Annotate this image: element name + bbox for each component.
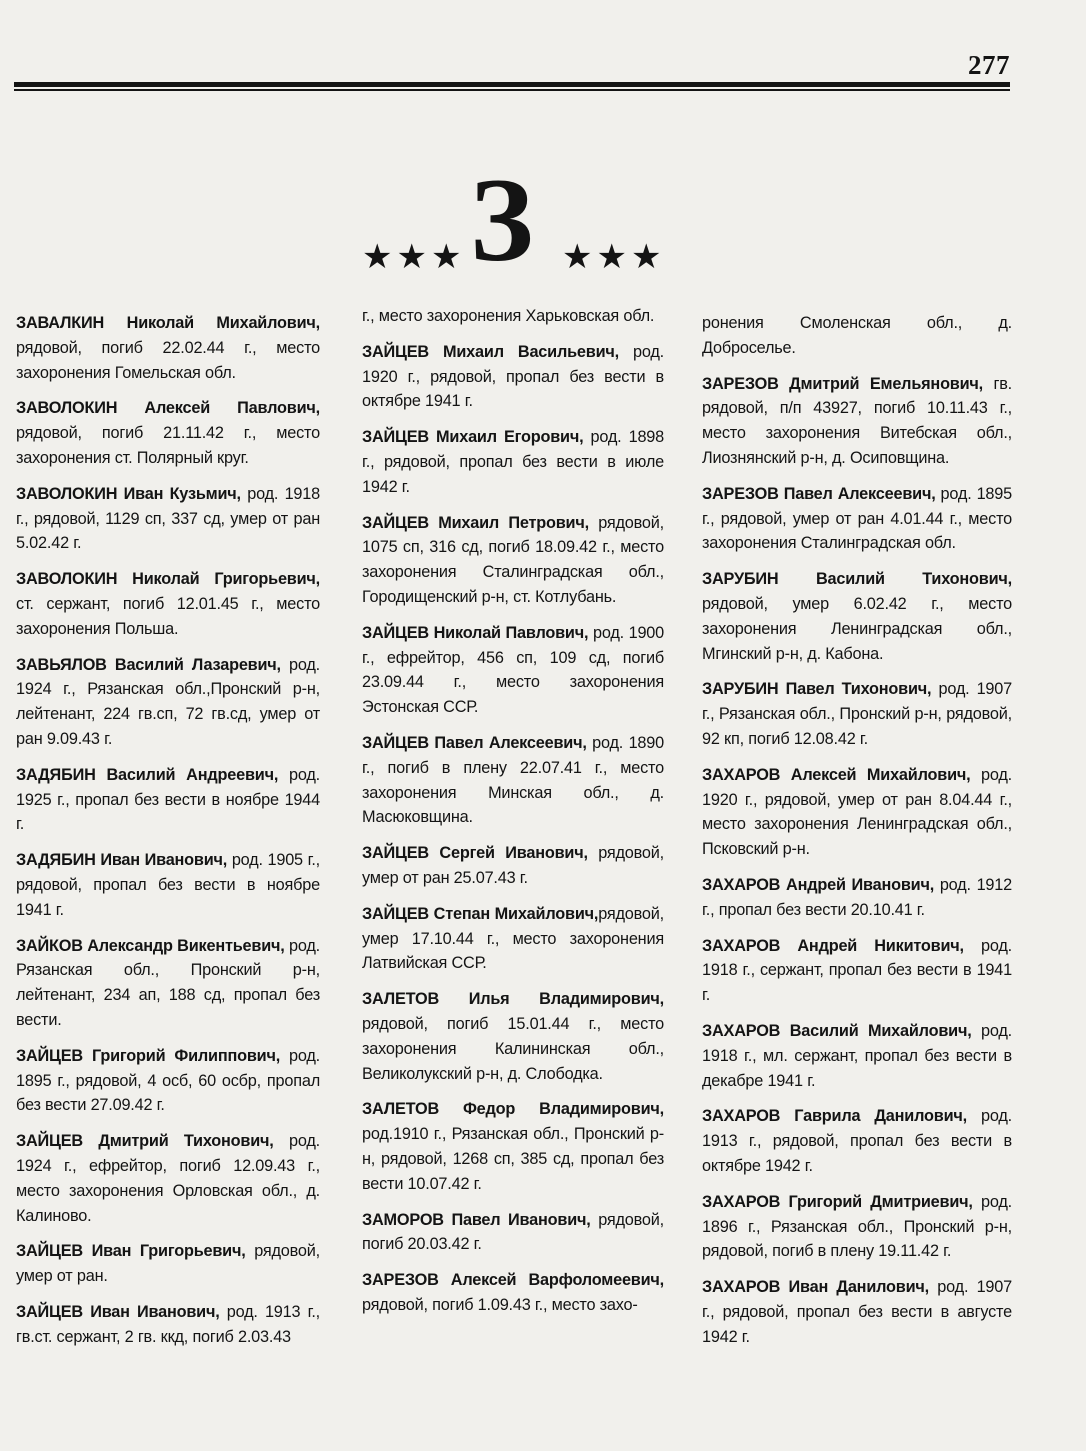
entry-text: рядовой, погиб 15.01.44 г., место захоронения Калининская обл., Великолукский р-н, д. Слободка. [362, 1014, 664, 1083]
entry-name: ЗАЛЕТОВ Илья Владимирович, [362, 990, 664, 1009]
list-item [16, 653, 320, 752]
entry-text: рядовой, погиб 21.11.42 г., место захоронения ст. Полярный круг. [16, 424, 320, 467]
entry-text: род. 1895 г., рядовой, умер от ран 4.01.44 г., место захоронения Сталинградская обл. [702, 484, 1012, 553]
list-item [362, 1097, 664, 1196]
entry-text: род.1910 г., Рязанская обл., Пронский р-н, рядовой, 1268 сп, 385 сд, пропал без вести 10.07.42 г. [362, 1125, 664, 1193]
list-item [702, 763, 1012, 862]
entry-text: рядовой, погиб 1.09.43 г., место захо- [362, 1295, 638, 1314]
entry-text: род. 1907 г., Рязанская обл., Пронский р-н, рядовой, 92 кп, погиб 12.08.42 г. [702, 680, 1012, 748]
entry-name: ЗАХАРОВ Иван Данилович, [702, 1278, 929, 1297]
list-item [16, 311, 320, 385]
page-number: 277 [968, 50, 1010, 80]
entry-text: гв. рядовой, п/п 43927, погиб 10.11.43 г., место захоронения Витебская обл., Лиознянский р-н, д. Осиповщина. [702, 374, 1013, 467]
list-item [702, 1275, 1012, 1349]
entry-text: род. 1913 г., гв.ст. сержант, 2 гв. ккд, погиб 2.03.43 [16, 1302, 320, 1346]
list-item [702, 372, 1012, 471]
entry-name: ЗАЙЦЕВ Степан Михайлович, [362, 904, 599, 923]
entry-name: ЗАРЕЗОВ Павел Алексеевич, [702, 484, 936, 503]
entry-name: ЗАХАРОВ Гаврила Данилович, [702, 1107, 967, 1126]
entry-text: род. 1907 г., рядовой, пропал без вести в августе 1942 г. [702, 1278, 1012, 1346]
entry-text: г., место захоронения Харьковская обл. [362, 307, 655, 325]
entry-name: ЗАВОЛОКИН Иван Кузьмич, [16, 484, 241, 503]
entry-name: ЗАЛЕТОВ Федор Владимирович, [362, 1100, 664, 1119]
entry-text: рядовой, умер от ран. [16, 1242, 320, 1286]
list-item [702, 311, 1012, 361]
list-item [362, 987, 664, 1086]
stars-right-icon: ★★★ [562, 239, 666, 276]
entry-name: ЗАХАРОВ Андрей Никитович, [702, 936, 964, 955]
list-item [16, 763, 320, 837]
entry-name: ЗАРУБИН Василий Тихонович, [702, 570, 1012, 589]
list-item [362, 731, 664, 830]
list-item [362, 340, 664, 414]
entry-name: ЗАДЯБИН Василий Андреевич, [16, 765, 279, 784]
entry-name: ЗАХАРОВ Андрей Иванович, [702, 875, 935, 894]
entry-name: ЗАХАРОВ Григорий Дмитриевич, [702, 1192, 973, 1211]
entry-text: ст. сержант, погиб 12.01.45 г., место захоронения Польша. [16, 594, 320, 638]
list-item [362, 511, 664, 610]
entry-name: ЗАРУБИН Павел Тихонович, [702, 680, 932, 699]
entry-text: род. 1920 г., рядовой, умер от ран 8.04.44 г., место захоронения Ленинградская обл., Псковский р-н. [702, 765, 1012, 859]
entry-name: ЗАЙЦЕВ Николай Павлович, [362, 623, 589, 642]
entry-text: род. 1918 г., рядовой, 1129 сп, 337 сд, умер от ран 5.02.42 г. [16, 484, 320, 553]
entry-name: ЗАЙКОВ Александр Викентьевич, [16, 936, 285, 955]
entry-name: ЗАМОРОВ Павел Иванович, [362, 1210, 591, 1229]
entry-text: род. 1925 г., пропал без вести в ноябре 1944 г. [16, 765, 320, 834]
entry-text: род. 1913 г., рядовой, пропал без вести в октябре 1942 г. [702, 1107, 1012, 1175]
column-middle [362, 304, 664, 1329]
section-heading [360, 153, 666, 290]
list-item [702, 567, 1012, 666]
entry-text: род. 1900 г., ефрейтор, 456 сп, 109 сд, погиб 23.09.44 г., место захоронения Эстонская ССР. [362, 623, 665, 717]
list-item [362, 1208, 664, 1258]
list-item [362, 425, 664, 499]
list-item [702, 1104, 1012, 1178]
entry-name: ЗАРЕЗОВ Алексей Варфоломеевич, [362, 1271, 664, 1290]
list-item [702, 1190, 1012, 1264]
header-rule-thin [14, 89, 1010, 91]
entry-text: род. 1924 г., Рязанская обл.,Пронский р-н, лейтенант, 224 гв.сп, 72 гв.сд, умер от ран 9.09.43 г. [16, 655, 320, 748]
list-item [16, 848, 320, 922]
list-item [702, 482, 1012, 556]
entry-name: ЗАВЬЯЛОВ Василий Лазаревич, [16, 655, 281, 674]
entry-text: рядовой, погиб 20.03.42 г. [362, 1210, 664, 1254]
entry-text: род. 1895 г., рядовой, 4 осб, 60 осбр, пропал без вести 27.09.42 г. [16, 1046, 320, 1115]
list-item [362, 621, 664, 720]
entry-name: ЗАЙЦЕВ Дмитрий Тихонович, [16, 1132, 274, 1151]
list-item [16, 1129, 320, 1228]
entry-name: ЗАХАРОВ Василий Михайлович, [702, 1021, 972, 1040]
list-item [16, 567, 320, 641]
list-item [702, 873, 1012, 923]
list-item [362, 841, 664, 891]
column-right [702, 311, 1012, 1360]
entry-text: род. 1896 г., Рязанская обл., Пронский р-н, рядовой, погиб в плену 19.11.42 г. [702, 1192, 1012, 1261]
list-item [16, 934, 320, 1033]
list-item [16, 1044, 320, 1118]
list-item [16, 396, 320, 470]
entry-name: ЗАЙЦЕВ Иван Григорьевич, [16, 1242, 246, 1261]
entry-name: ЗАВАЛКИН Николай Михайлович, [16, 314, 320, 332]
list-item [16, 1300, 320, 1350]
entry-text: рядовой, погиб 22.02.44 г., место захоронения Гомельская обл. [16, 338, 320, 382]
list-item [702, 677, 1012, 751]
list-item [362, 902, 664, 976]
entry-text: род. Рязанская обл., Пронский р-н, лейтенант, 234 ап, 188 сд, пропал без вести. [16, 936, 320, 1029]
entry-name: ЗАДЯБИН Иван Иванович, [16, 851, 228, 870]
entry-name: ЗАЙЦЕВ Михаил Петрович, [362, 513, 589, 532]
entry-text: род. 1890 г., погиб в плену 22.07.41 г., место захоронения Минская обл., д. Масюковщина. [362, 733, 664, 827]
entry-name: ЗАРЕЗОВ Дмитрий Емельянович, [702, 374, 984, 393]
entry-text: рядовой, умер 17.10.44 г., место захоронения Латвийская ССР. [362, 904, 664, 973]
entry-text: рядовой, 1075 сп, 316 сд, погиб 18.09.42 г., место захоронения Сталинградская обл., Городищенский р-н, ст. Котлубань. [362, 513, 664, 606]
entry-name: ЗАХАРОВ Алексей Михайлович, [702, 765, 971, 784]
entry-name: ЗАЙЦЕВ Григорий Филиппович, [16, 1046, 281, 1065]
entry-text: род. 1918 г., сержант, пропал без вести в 1941 г. [702, 936, 1012, 1005]
entry-text: род. 1918 г., мл. сержант, пропал без вести в декабре 1941 г. [702, 1021, 1012, 1090]
entry-text: род. 1898 г., рядовой, пропал без вести в июле 1942 г. [362, 428, 665, 496]
column-left [16, 311, 320, 1360]
list-item [16, 1239, 320, 1289]
list-item [362, 1268, 664, 1318]
entry-text: род. 1912 г., пропал без вести 20.10.41 г. [702, 875, 1012, 919]
entry-name: ЗАВОЛОКИН Николай Григорьевич, [16, 570, 320, 589]
entry-name: ЗАЙЦЕВ Сергей Иванович, [362, 844, 588, 863]
entry-text: род. 1905 г., рядовой, пропал без вести в ноябре 1941 г. [16, 851, 320, 919]
list-item [702, 1019, 1012, 1093]
entry-text: род. 1924 г., ефрейтор, погиб 12.09.43 г., место захоронения Орловская обл., д. Калиново. [16, 1132, 320, 1225]
entry-name: ЗАЙЦЕВ Павел Алексеевич, [362, 733, 587, 752]
entry-name: ЗАВОЛОКИН Алексей Павлович, [16, 399, 320, 418]
section-letter: З [470, 153, 534, 286]
entry-name: ЗАЙЦЕВ Михаил Васильевич, [362, 342, 619, 361]
entry-name: ЗАЙЦЕВ Иван Иванович, [16, 1302, 220, 1321]
header-rule-thick [14, 82, 1010, 87]
stars-left-icon: ★★★ [362, 239, 466, 276]
entry-text: рядовой, умер 6.02.42 г., место захоронения Ленинградская обл., Мгинский р-н, д. Кабона. [702, 594, 1012, 663]
list-item [702, 934, 1012, 1008]
list-item [362, 304, 664, 329]
entry-name: ЗАЙЦЕВ Михаил Егорович, [362, 428, 584, 447]
list-item [16, 482, 320, 556]
entry-text: рядовой, умер от ран 25.07.43 г. [362, 844, 665, 887]
entry-text: род. 1920 г., рядовой, пропал без вести в октябре 1941 г. [362, 342, 664, 411]
entry-text: ронения Смоленская обл., д. Доброселье. [702, 314, 1012, 357]
